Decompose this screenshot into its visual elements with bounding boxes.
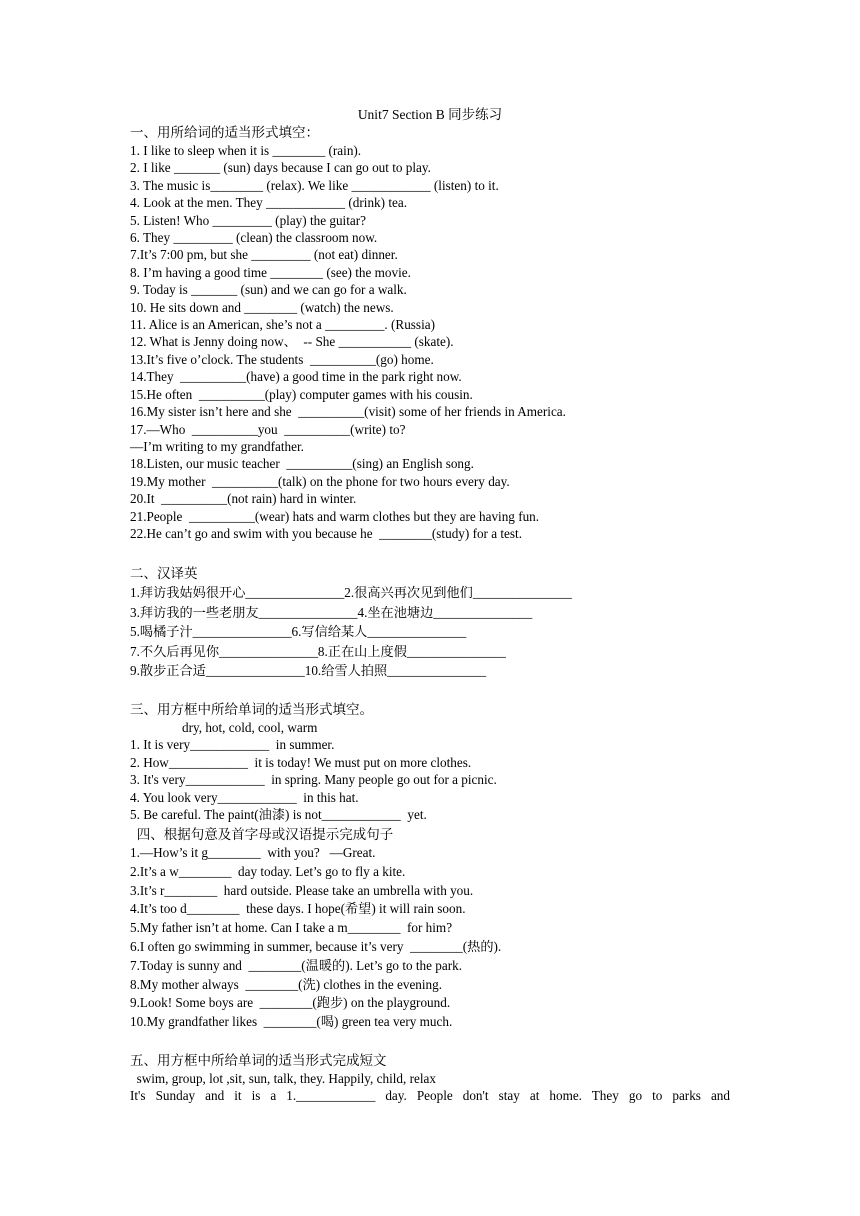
section-5-heading: 五、用方框中所给单词的适当形式完成短文 [130, 1053, 387, 1068]
s4-item: 1.—How’s it g________ with you? —Great. [130, 845, 376, 860]
s1-item: 15.He often __________(play) computer games with his cousin. [130, 386, 473, 402]
s3-item: 2. How____________ it is today! We must put on more clothes. [130, 754, 472, 770]
s4-item: 8.My mother always ________(洗) clothes in the evening. [130, 976, 443, 992]
s1-item: 17.—Who __________you __________(write) to? [130, 421, 406, 437]
section-1-heading: 一、用所给词的适当形式填空： [130, 125, 319, 140]
s2-item: 5.喝橘子汁_______________6.写信给某人_______________ [130, 624, 467, 639]
s1-item: 2. I like _______ (sun) days because I can go out to play. [130, 160, 431, 176]
s1-item: 5. Listen! Who _________ (play) the guitar? [130, 212, 366, 228]
s4-item: 7.Today is sunny and ________(温暖的). Let’s go to the park. [130, 957, 463, 973]
s5-passage: It's Sunday and it is a 1.____________ day. People don't stay at home. They go to parks and [130, 1088, 730, 1104]
s1-item: 22.He can’t go and swim with you because he ________(study) for a test. [130, 525, 522, 541]
section-3-heading: 三、用方框中所给单词的适当形式填空。 [130, 702, 373, 717]
s3-item: 4. You look very____________ in this hat. [130, 789, 359, 805]
s1-item: 8. I’m having a good time ________ (see) the movie. [130, 264, 411, 280]
s4-item: 5.My father isn’t at home. Can I take a m________ for him? [130, 920, 453, 936]
s1-item: 6. They _________ (clean) the classroom now. [130, 230, 378, 246]
s4-item: 10.My grandfather likes ________(喝) green tea very much. [130, 1014, 453, 1030]
s1-item: 14.They __________(have) a good time in the park right now. [130, 369, 462, 385]
section-4 [130, 826, 740, 1032]
s1-item: 20.It __________(not rain) hard in winter. [130, 491, 357, 507]
s1-item: 1. I like to sleep when it is ________ (rain). [130, 143, 362, 158]
s1-item: 21.People __________(wear) hats and warm clothes but they are having fun. [130, 508, 540, 524]
section-3 [130, 701, 740, 823]
s2-item: 1.拜访我姑妈很开心_______________2.很高兴再次见到他们_______________ [130, 585, 572, 600]
s2-item: 7.不久后再见你_______________8.正在山上度假_______________ [130, 643, 506, 659]
s3-item: 5. Be careful. The paint(油漆) is not____________ yet. [130, 807, 427, 823]
s2-item: 3.拜访我的一些老朋友_______________4.坐在池塘边_______________ [130, 604, 533, 620]
s5-word-box: swim, group, lot ,sit, sun, talk, they. Happily, child, relax [130, 1071, 436, 1086]
s4-item: 3.It’s r________ hard outside. Please take an umbrella with you. [130, 882, 474, 898]
section-5 [130, 1052, 740, 1105]
s4-item: 9.Look! Some boys are ________(跑步) on the playground. [130, 995, 451, 1011]
s1-item: —I’m writing to my grandfather. [130, 438, 304, 454]
s3-item: 3. It's very____________ in spring. Many people go out for a picnic. [130, 772, 497, 788]
s1-item: 3. The music is________ (relax). We like ____________ (listen) to it. [130, 177, 499, 193]
s1-item: 13.It’s five o’clock. The students __________(go) home. [130, 351, 434, 367]
s3-word-box: dry, hot, cold, cool, warm [182, 720, 318, 735]
section-1 [130, 124, 740, 542]
s4-item: 6.I often go swimming in summer, because it’s very ________(热的). [130, 938, 502, 954]
s3-item: 1. It is very____________ in summer. [130, 737, 335, 753]
s1-item: 9. Today is _______ (sun) and we can go for a walk. [130, 282, 407, 298]
s1-item: 11. Alice is an American, she’s not a _________. (Russia) [130, 317, 435, 333]
s1-item: 19.My mother __________(talk) on the phone for two hours every day. [130, 473, 510, 489]
s4-item: 4.It’s too d________ these days. I hope(希望) it will rain soon. [130, 901, 466, 917]
s1-item: 7.It’s 7:00 pm, but she _________ (not eat) dinner. [130, 247, 398, 263]
s4-item: 2.It’s a w________ day today. Let’s go to fly a kite. [130, 863, 406, 879]
section-4-heading: 四、根据句意及首字母或汉语提示完成句子 [130, 827, 394, 842]
section-2-heading: 二、汉译英 [130, 566, 198, 581]
s1-item: 12. What is Jenny doing now、 -- She ___________ (skate). [130, 334, 454, 350]
section-2 [130, 565, 740, 681]
s1-item: 10. He sits down and ________ (watch) the news. [130, 299, 394, 315]
s1-item: 4. Look at the men. They ____________ (drink) tea. [130, 195, 408, 211]
s1-item: 16.My sister isn’t here and she __________(visit) some of her friends in America. [130, 404, 566, 420]
s1-item: 18.Listen, our music teacher __________(sing) an English song. [130, 456, 474, 472]
page-title: Unit7 Section B 同步练习 [357, 107, 503, 122]
s2-item: 9.散步正合适_______________10.给雪人拍照_______________ [130, 663, 487, 678]
